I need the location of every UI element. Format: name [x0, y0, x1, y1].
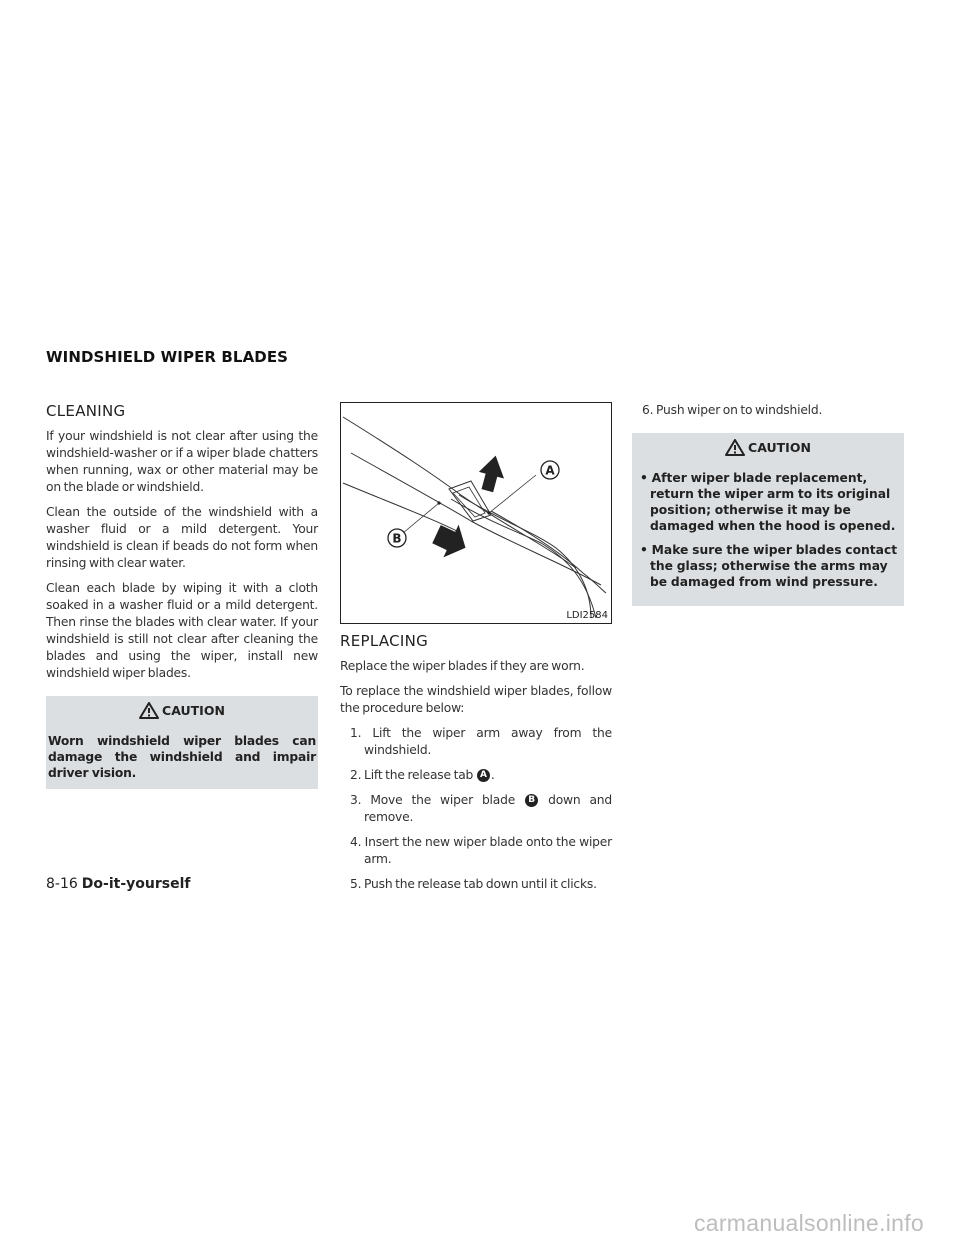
callout-b: B — [392, 531, 402, 546]
page-number: 8-16 — [46, 876, 78, 892]
step-item: 4. Insert the new wiper blade onto the wiper arm. — [350, 835, 612, 866]
caution-text: Worn windshield wiper blades can damage the windshield and impair driver vision. — [48, 734, 316, 780]
wiper-drawing — [341, 403, 611, 623]
step-text: 3. Move the wiper blade — [350, 793, 516, 807]
caution-bullet-text: Make sure the wiper blades contact the glass; otherwise the arms may be damaged from wind pressure. — [650, 543, 898, 589]
replacing-heading: REPLACING — [340, 632, 429, 650]
step-text: down and remove. — [364, 793, 612, 824]
cleaning-paragraph: If your windshield is not clear after using the windshield-washer or if a wiper blade chatters when running, wax or other material may be on the blade or windshield. — [46, 429, 318, 494]
step-text: . — [490, 768, 495, 782]
caution-header — [634, 439, 902, 456]
continued-column — [632, 402, 904, 606]
caution-box — [632, 433, 904, 606]
figure-code: LDI2584 — [566, 610, 608, 621]
caution-bullet-text: After wiper blade replacement, return the wiper arm to its original position; otherwise it may be damaged when the hood is opened. — [650, 471, 896, 533]
label-a-badge: A — [477, 769, 490, 782]
cleaning-paragraph: Clean the outside of the windshield with a washer fluid or a mild detergent. Your windshield is clean if beads do not form when rinsing with clear water. — [46, 505, 318, 570]
warning-icon — [139, 702, 159, 719]
step-text: 2. Lift the release tab — [350, 768, 474, 782]
wiper-illustration — [340, 402, 612, 624]
step-item: 6. Push wiper on to windshield. — [642, 403, 823, 417]
replacement-steps — [340, 725, 612, 893]
callout-a: A — [545, 463, 555, 478]
caution-bullet: • After wiper blade replacement, return the wiper arm to its original position; otherwise it may be damaged when the hood is opened. — [640, 471, 896, 533]
caution-bullets — [634, 470, 902, 590]
caution-box — [46, 696, 318, 789]
step-item: 5. Push the release tab down until it clicks. — [350, 877, 597, 891]
replacing-paragraph: To replace the windshield wiper blades, follow the procedure below: — [340, 684, 612, 715]
caution-label: CAUTION — [162, 703, 225, 718]
section-title: WINDSHIELD WIPER BLADES — [46, 348, 289, 366]
caution-bullet: • Make sure the wiper blades contact the glass; otherwise the arms may be damaged from wind pressure. — [640, 543, 898, 589]
step-item — [340, 792, 612, 826]
replacement-steps-continued — [632, 402, 904, 419]
label-b-badge: B — [525, 794, 538, 807]
cleaning-column — [46, 402, 318, 789]
step-item: 1. Lift the wiper arm away from the windshield. — [350, 726, 612, 757]
warning-icon — [725, 439, 745, 456]
replacing-column — [340, 402, 612, 901]
replacing-paragraph: Replace the wiper blades if they are worn. — [340, 659, 585, 673]
caution-label: CAUTION — [748, 440, 811, 455]
page-footer — [46, 876, 190, 892]
watermark: carmanualsonline.info — [693, 1210, 924, 1236]
cleaning-paragraph: Clean each blade by wiping it with a cloth soaked in a washer fluid or a mild detergent. Then rinse the blades with clear water. If your windshield is still not clear after cleaning the blades and using the wiper, install new windshield wiper blades. — [46, 581, 318, 680]
chapter-title: Do-it-yourself — [81, 876, 191, 892]
step-item — [340, 767, 612, 784]
caution-header — [48, 702, 316, 719]
cleaning-heading: CLEANING — [46, 402, 126, 420]
